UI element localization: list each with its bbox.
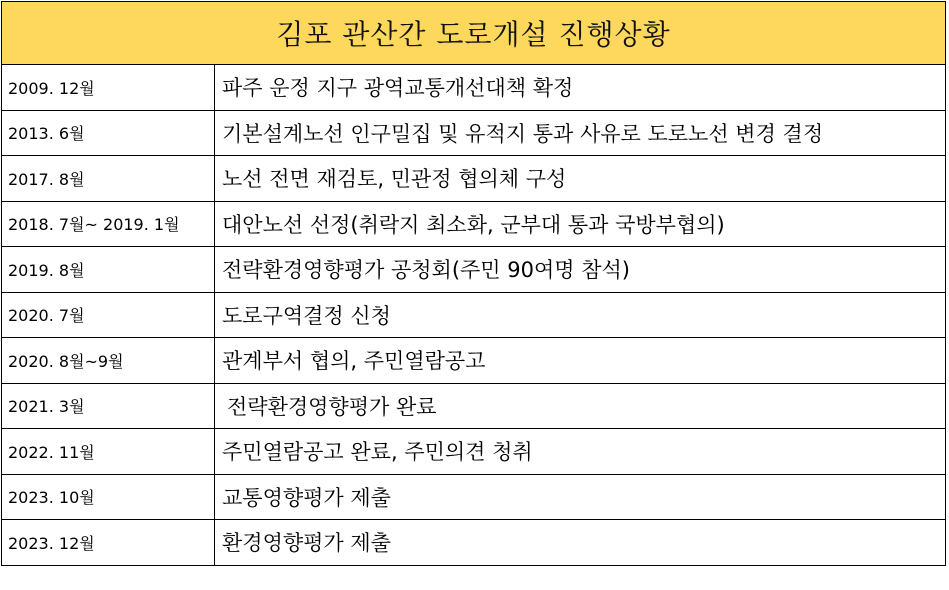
table-row	[2, 292, 946, 338]
table-row	[2, 474, 946, 520]
row-date: 2013. 6월	[2, 110, 215, 156]
table-row	[2, 65, 946, 111]
row-event: 주민열람공고 완료, 주민의견 청취	[215, 429, 946, 475]
row-date: 2018. 7월~ 2019. 1월	[2, 201, 215, 247]
table-row	[2, 383, 946, 429]
progress-table	[1, 1, 946, 566]
table-row	[2, 110, 946, 156]
row-date: 2020. 8월~9월	[2, 338, 215, 384]
row-event: 전략환경영향평가 공청회(주민 90여명 참석)	[215, 247, 946, 293]
table-row	[2, 247, 946, 293]
table-row	[2, 520, 946, 566]
row-date: 2020. 7월	[2, 292, 215, 338]
row-date: 2022. 11월	[2, 429, 215, 475]
row-event: 도로구역결정 신청	[215, 292, 946, 338]
row-event: 파주 운정 지구 광역교통개선대책 확정	[215, 65, 946, 111]
title-row	[2, 2, 946, 65]
row-date: 2021. 3월	[2, 383, 215, 429]
table-row	[2, 156, 946, 202]
row-event: 전략환경영향평가 완료	[215, 383, 946, 429]
row-event: 노선 전면 재검토, 민관정 협의체 구성	[215, 156, 946, 202]
row-date: 2023. 10월	[2, 474, 215, 520]
row-event: 관계부서 협의, 주민열람공고	[215, 338, 946, 384]
table-row	[2, 429, 946, 475]
table-row	[2, 201, 946, 247]
row-event: 대안노선 선정(취락지 최소화, 군부대 통과 국방부협의)	[215, 201, 946, 247]
row-event: 환경영향평가 제출	[215, 520, 946, 566]
row-date: 2023. 12월	[2, 520, 215, 566]
row-date: 2009. 12월	[2, 65, 215, 111]
row-date: 2019. 8월	[2, 247, 215, 293]
row-event: 교통영향평가 제출	[215, 474, 946, 520]
table-row	[2, 338, 946, 384]
row-date: 2017. 8월	[2, 156, 215, 202]
row-event: 기본설계노선 인구밀집 및 유적지 통과 사유로 도로노선 변경 결정	[215, 110, 946, 156]
table-title: 김포 관산간 도로개설 진행상황	[2, 2, 946, 65]
